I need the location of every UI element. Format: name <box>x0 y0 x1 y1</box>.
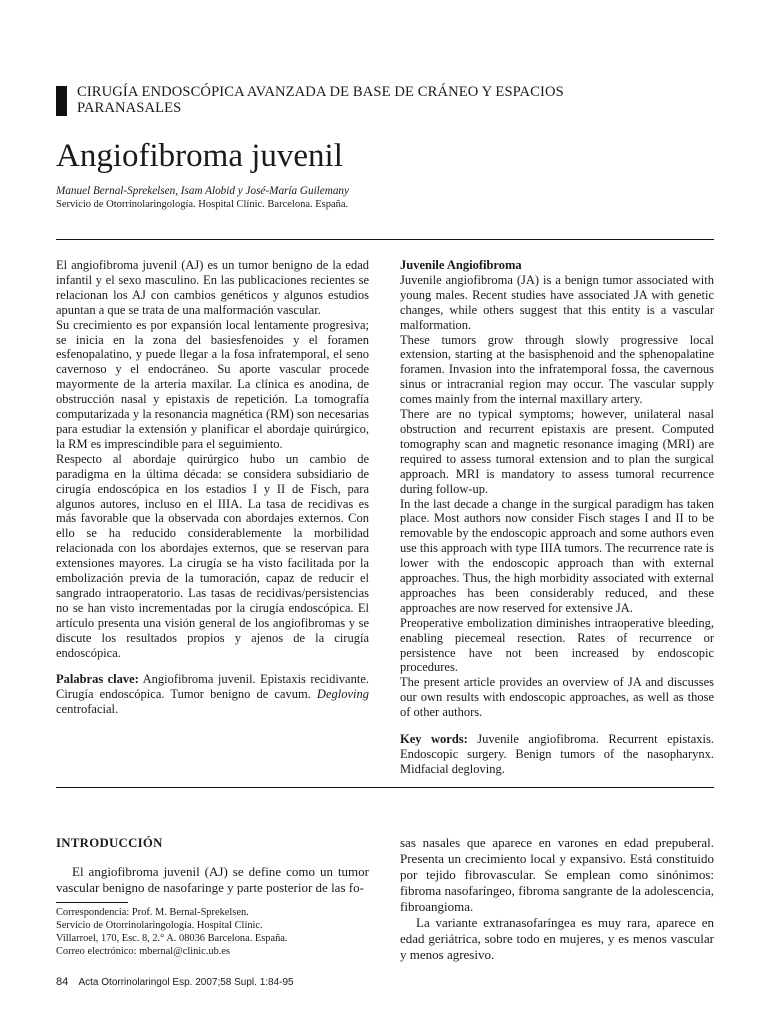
section-heading <box>77 84 637 116</box>
body-left-column <box>56 864 369 896</box>
abstract-en-p6: The present article provides an overview of JA and discusses our own results with endoscopic approaches, as well as those of other authors. <box>400 675 714 720</box>
keywords-es-text-b: centrofacial. <box>56 702 119 717</box>
body-right-p2: La variante extranasofaríngea es muy rara, aparece en edad geriátrica, sobre todo en mujeres, y es menos vascular y menos agresivo. <box>400 915 714 962</box>
abstract-english <box>400 258 714 777</box>
keywords-es-label: Palabras clave: <box>56 672 139 687</box>
abstract-en-p3: There are no typical symptoms; however, unilateral nasal obstruction and recurrent epistaxis are present. Computed tomography scan and magnetic resonance imaging (MRI) are required to assess tumoral extension and to plan the surgical approach. MRI is mandatory to assess tumoral recurrence during follow-up. <box>400 407 714 496</box>
keywords-es <box>56 672 369 717</box>
keywords-en <box>400 732 714 777</box>
introduction-heading: INTRODUCCIÓN <box>56 836 163 850</box>
footnote-line4: Correo electrónico: mbernal@clinic.ub.es <box>56 946 231 957</box>
abstract-es-p1: El angiofibroma juvenil (AJ) es un tumor benigno de la edad infantil y el sexo masculino. En las publicaciones recientes se relacionan los AJ con cambios genéticos y algunos estudios apuntan a que se trata de una malformación vascular. <box>56 258 369 317</box>
keywords-en-text: Juvenile angiofibroma. Recurrent epistaxis. Endoscopic surgery. Benign tumors of the nasopharynx. Midfacial degloving. <box>400 732 715 776</box>
keywords-es-italic: Degloving <box>316 687 369 702</box>
bottom-divider <box>56 787 714 788</box>
abstract-en-p5: Preoperative embolization diminishes intraoperative bleeding, enabling piecemeal resection. Rates of recurrence or persistence have not been increased by endoscopic procedures. <box>400 615 714 675</box>
section-heading-line2: PARANASALES <box>77 100 182 116</box>
body-right-p1: sas nasales que aparece en varones en edad prepuberal. Presenta un crecimiento local y expansivo. Está constituido por tejido fibrovascular. Se emplean como sinónimos: fibroma nasofaríngeo, fibroma sangrante de la adolescencia, fibroangioma. <box>400 835 714 914</box>
correspondence-footnote <box>56 906 288 958</box>
keywords-es-text-a: Angiofibroma juvenil. Epistaxis recidivante. Cirugía endoscópica. Tumor benigno de cavum. <box>56 672 369 702</box>
page-footer <box>56 976 294 988</box>
body-left-p1: El angiofibroma juvenil (AJ) se define como un tumor vascular benigno de nasofaringe y parte posterior de las fo- <box>56 864 369 895</box>
abstract-en-p2: These tumors grow through slowly progressive local extension, starting at the basisphenoid and the sphenopalatine foramen. Invasion into the infratemporal fossa, the cavernous sinus or intracranial region may occur. The vascular supply comes mainly from the internal maxillary artery. <box>400 332 714 407</box>
abstract-en-p1: Juvenile angiofibroma (JA) is a benign tumor associated with young males. Recent studies have associated JA with genetic changes, while others suggest that this entity is a vascular malformation. <box>400 272 714 332</box>
article-affiliation: Servicio de Otorrinolaringología. Hospital Clínic. Barcelona. España. <box>56 199 349 210</box>
footnote-line3: Villarroel, 170, Esc. 8, 2.° A. 08036 Barcelona. España. <box>56 933 288 944</box>
section-heading-line1: CIRUGÍA ENDOSCÓPICA AVANZADA DE BASE DE CRÁNEO Y ESPACIOS <box>77 84 564 100</box>
abstract-en-title: Juvenile Angiofibroma <box>400 258 522 272</box>
keywords-en-label: Key words: <box>400 732 468 747</box>
abstract-es-p3: Respecto al abordaje quirúrgico hubo un cambio de paradigma en la última década: se considera subsidiario de cirugía endoscópica en los estadios I y II de Fisch, para algunos autores, incluso en el IIIA. La tasa de recidivas es más favorable que la observada con abordajes externos. Con ello se ha reducido considerablemente la morbilidad relacionada con los abordajes externos, que se reservan para extensiones mayores. La cirugía se ha visto facilitada por la embolización previa de la tumoración, capaz de reducir el sangrado intraoperatorio. Las tasas de recidivas/persistencias no se han visto incrementadas por la cirugía endoscópica. El artículo presenta una visión general de los angiofibromas y se discute los resultados propios y ajenos de la cirugía endoscópica. <box>56 451 369 660</box>
footnote-rule <box>56 902 128 903</box>
page-number: 84 <box>56 976 69 988</box>
article-authors: Manuel Bernal-Sprekelsen, Isam Alobid y José-María Guilemany <box>56 185 349 197</box>
body-right-column <box>400 835 714 963</box>
abstract-es-p2: Su crecimiento es por expansión local lentamente progresiva; se inicia en la zona del basiesfenoides y el foramen esfenopalatino, y puede llegar a la fosa infratemporal, el seno cavernoso y el endocráneo. Su aporte vascular procede mayormente de la arteria maxilar. La clínica es anodina, de obstrucción nasal y epistaxis de repetición. La tomografía computarizada y la resonancia magnética (RM) son necesarias para estudiar la extensión y planificar el abordaje quirúrgico, la RM es imprescindible para el seguimiento. <box>56 317 369 451</box>
footnote-line2: Servicio de Otorrinolaringología. Hospital Clínic. <box>56 920 263 931</box>
journal-citation: Acta Otorrinolaringol Esp. 2007;58 Supl. 1:84-95 <box>78 977 294 988</box>
abstract-en-p4: In the last decade a change in the surgical paradigm has taken place. Most authors now consider Fisch stages I and II to be removable by the endoscopic approach and some authors even use this approach with type IIIA tumors. The recurrence rate is lower with the endoscopic approach than with external approaches. Thus, the high morbidity associated with external approaches has been considerably reduced, and these approaches are now reserved for extensive JA. <box>400 496 714 615</box>
article-title: Angiofibroma juvenil <box>56 138 343 174</box>
section-marker-bar <box>56 86 67 116</box>
abstract-spanish <box>56 258 369 717</box>
footnote-line1: Correspondencia: Prof. M. Bernal-Sprekelsen. <box>56 907 249 918</box>
top-divider <box>56 239 714 240</box>
